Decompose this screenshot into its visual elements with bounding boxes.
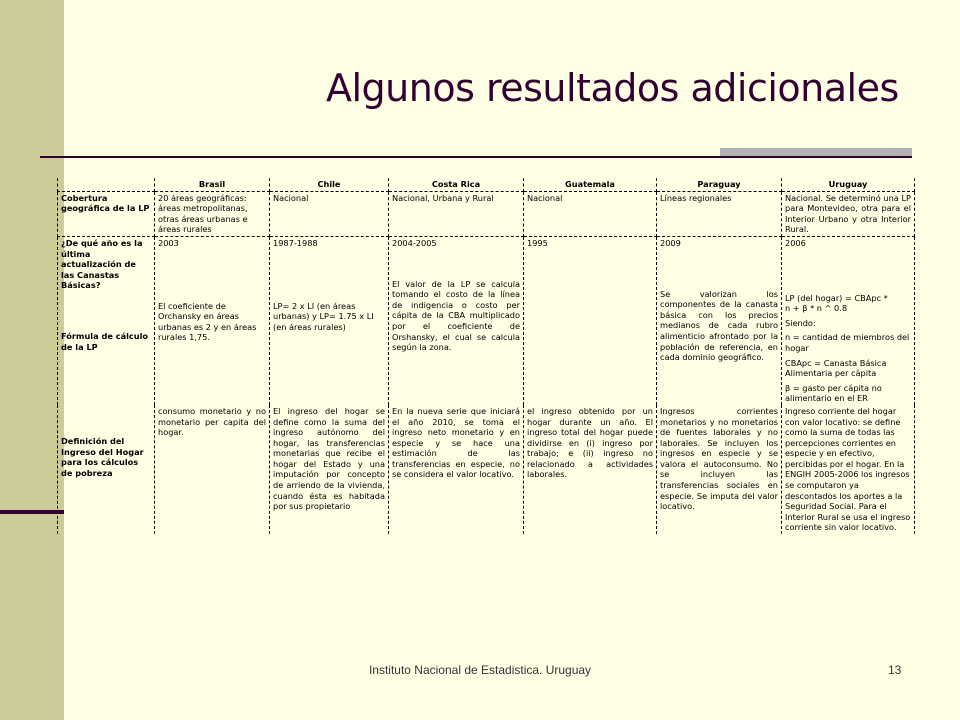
cell-ingreso-guatemala: el ingreso obtenido por un hogar durante un año. El ingreso total del hogar puede dividirse en (i) ingreso por trabajo; e (ii) ingreso no relacionado a actividades laborales. (524, 405, 657, 534)
cell-cobertura-chile: Nacional (270, 191, 389, 236)
cell-formula-brasil (155, 236, 270, 404)
cell-ingreso-brasil: consumo monetario y no monetario per capita del hogar. (155, 405, 270, 534)
table-row-formula (58, 236, 915, 404)
header-cell-uruguay: Uruguay (782, 178, 915, 191)
uruguay-formula-line1: LP (del hogar) = CBApc * (785, 292, 888, 303)
header-cell-chile: Chile (270, 178, 389, 191)
uruguay-formula-cba-def: CBApc = Canasta Básica Alimentaria per cápita (785, 357, 887, 379)
year-paraguay: 2009 (660, 237, 681, 248)
cell-formula-paraguay (657, 236, 782, 404)
cell-ingreso-chile: El ingreso del hogar se define como la suma del ingreso autónomo del hogar, las transferencias monetarias que recibe el hogar del Estado y una imputación por concepto de arriendo de la vivienda, cuando ésta es habitada por sus propietario (270, 405, 389, 534)
comparison-table (57, 178, 915, 534)
cell-cobertura-costa-rica: Nacional, Urbana y Rural (389, 191, 524, 236)
header-cell-paraguay: Paraguay (657, 178, 782, 191)
title-rule (40, 156, 912, 158)
row-label-cobertura: Cobertura geográfica de la LP (58, 191, 155, 236)
year-brasil: 2003 (158, 237, 179, 248)
row-label-ingreso (58, 405, 155, 534)
cell-formula-chile (270, 236, 389, 404)
cell-formula-costa-rica (389, 236, 524, 404)
cell-cobertura-brasil: 20 áreas geográficas: áreas metropolitanas, otras áreas urbanas e áreas rurales (155, 191, 270, 236)
table-header-row (58, 178, 915, 191)
slide-title: Algunos resultados adicionales (326, 66, 899, 110)
cell-ingreso-uruguay: Ingreso corriente del hogar con valor locativo: se define como la suma de todas las percepciones corrientes en especie y en efectivo, percibidas por el hogar. En la ENGIH 2005-2006 los ingresos se computaron ya descontados los aportes a la Seguridad Social. Para el Interior Rural se usa el ingreso corriente sin valor locativo. (782, 405, 915, 534)
cell-formula-guatemala (524, 236, 657, 404)
uruguay-formula-line2: n + β * n ^ 0.8 (785, 303, 848, 314)
uruguay-formula-n-def: n = cantidad de miembros del hogar (785, 332, 910, 353)
cell-cobertura-guatemala: Nacional (524, 191, 657, 236)
header-cell-guatemala: Guatemala (524, 178, 657, 191)
table-row-cobertura (58, 191, 915, 236)
year-uruguay: 2006 (785, 237, 806, 248)
uruguay-formula-siendo: Siendo: (785, 317, 816, 328)
header-cell-brasil: Brasil (155, 178, 270, 191)
cell-formula-uruguay (782, 236, 915, 404)
year-chile: 1987-1988 (273, 237, 318, 248)
header-cell-costa-rica: Costa Rica (389, 178, 524, 191)
left-decorative-bar (0, 0, 64, 720)
cell-ingreso-paraguay: Ingresos corrientes monetarios y no monetarios de fuentes laborales y no laborales. Se incluyen los ingresos en especie y se valora el autoconsumo. No se incluyen las transferencias sociales en especie. Se imputa del valor locativo. (657, 405, 782, 534)
uruguay-formula-beta-def: β = gasto per cápita no alimentario en el ER (785, 382, 882, 404)
formula-paraguay: Se valorizan los componentes de la canasta básica con los precios medianos de cada rubro alimenticio afrontado por la población de referencia, en cada dominio geográfico. (660, 288, 778, 363)
row-label-ingreso-text: Definición del Ingreso del Hogar para los cálculos de pobreza (61, 435, 144, 478)
year-costa-rica: 2004-2005 (392, 237, 437, 248)
left-accent-line (0, 510, 64, 514)
year-guatemala: 1995 (527, 237, 548, 248)
cell-cobertura-uruguay: Nacional. Se determinó una LP para Montevideo, otra para el Interior Urbano y otra Interior Rural. (782, 191, 915, 236)
row-label-year-formula (58, 236, 155, 404)
table-row-ingreso (58, 405, 915, 534)
cell-cobertura-paraguay: Líneas regionales (657, 191, 782, 236)
slide-footer: Instituto Nacional de Estadistica. Uruguay (368, 663, 592, 677)
header-cell-empty (58, 178, 155, 191)
cell-ingreso-costa-rica: En la nueva serie que iniciará el año 2010, se toma el ingreso neto monetario y en especie y se hace una estimación de las transferencias en especie, no se considera el valor locativo. (389, 405, 524, 534)
formula-costa-rica: El valor de la LP se calcula tomando el costo de la línea de indigencia o costo per cápita de la CBA multiplicado por el coeficiente de Orshansky, el cual se calcula según la zona. (392, 278, 520, 353)
page-number: 13 (888, 663, 902, 677)
formula-brasil: El coeficiente de Orchansky en áreas urbanas es 2 y en áreas rurales 1,75. (158, 300, 257, 343)
formula-chile: LP= 2 x LI (en áreas urbanas) y LP= 1.75 x LI (en áreas rurales) (273, 300, 374, 332)
row-label-year: ¿De qué año es la última actualización de las Canastas Básicas? (61, 237, 143, 291)
row-label-formula: Fórmula de cálculo de la LP (61, 330, 149, 352)
